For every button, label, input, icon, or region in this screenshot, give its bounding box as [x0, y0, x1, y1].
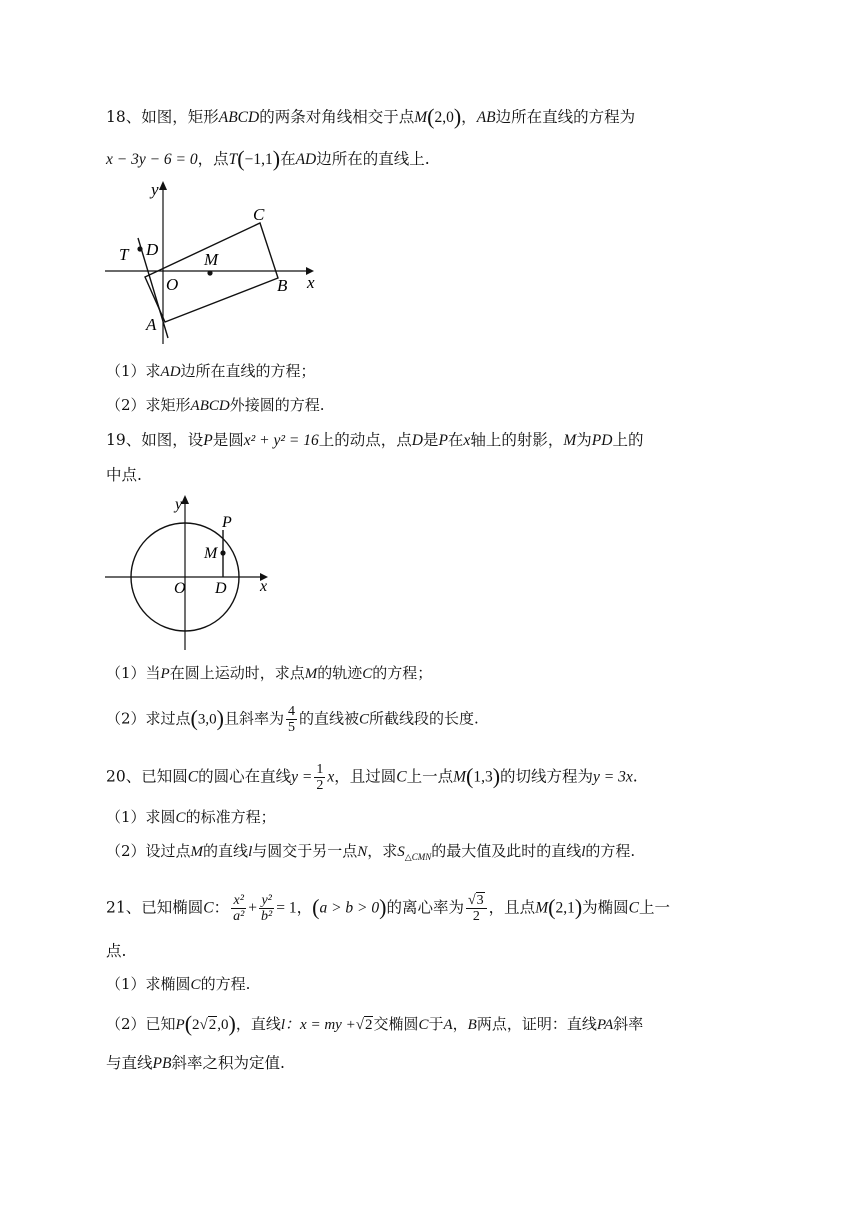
fig18-o-label: O [166, 275, 179, 294]
q19-circle-figure [100, 492, 280, 654]
q20-line-1: 20、已知圆C的圆心在直线y = $\frac{1}{2}$ x，且过圆C上一点M(1,3)的切线方程为y = 3x. [106, 762, 638, 793]
fig18-b-label: B [277, 276, 288, 295]
ellipse-x-fraction: $\frac{\text{x²}}{\text{a²}}$ [233, 893, 245, 924]
fig19-o-label: O [174, 580, 186, 597]
q20-sub-2: （2）设过点M的直线l与圆交于另一点N，求$S_{\triangle CMN}$的最大值及此时的直线l的方程. [106, 842, 636, 862]
fig19-y-label: y [175, 496, 183, 513]
fig18-m-label: M [204, 250, 219, 269]
q19-sub-1: （1）当P在圆上运动时，求点M的轨迹C的方程； [106, 664, 433, 682]
q19-line-1: 19、如图，设P是圆x² + y² = 16上的动点，点D是P在x轴上的射影，M为PD上的 [106, 431, 644, 449]
slope-fraction: $\frac{4}{5}$ [287, 704, 295, 735]
fig18-t-label: T [119, 245, 129, 264]
q21-sub-1: （1）求椭圆C的方程. [106, 975, 251, 993]
q18-line-2: x − 3y − 6 = 0，点T(−1,1)在AD边所在的直线上. [106, 146, 430, 171]
fig18-d-label: D [146, 240, 159, 259]
fig18-a-label: A [146, 315, 157, 334]
fig18-x-label: x [307, 273, 315, 292]
q21-line-1: 21、已知椭圆C： $\frac{\text{x²}}{\text{a²}}$ + $\frac{\text{y²}}{\text{b²}}$ = 1，(a > b > 0)的离心率为 $\frac{√3}{2}$ ，且点M(2,1)为椭圆C上一 [106, 893, 671, 924]
q18-rectangle-figure [100, 178, 330, 348]
q21-line-2: 点. [106, 942, 127, 960]
fig19-p-label: P [222, 514, 232, 531]
fig19-d-label: D [215, 580, 227, 597]
eccentricity-fraction: $\frac{√3}{2}$ [466, 893, 487, 924]
q19-sub-2: （2）求过点(3,0)且斜率为 $\frac{4}{5}$ 的直线被C所截线段的长度. [106, 704, 479, 735]
q19-line-2: 中点. [106, 466, 142, 484]
q21-line-3: 与直线PB斜率之积为定值. [106, 1054, 285, 1072]
fig19-x-label: x [260, 578, 268, 595]
q18-sub-2: （2）求矩形ABCD外接圆的方程. [106, 396, 325, 414]
center-line-fraction: $\frac{1}{2}$ [316, 762, 324, 793]
q21-sub-2: （2）已知P(2√2,0)，直线l：x = my +√2交椭圆C于A，B两点，证明：直线PA斜率 [106, 1011, 644, 1036]
q18-sub-1: （1）求AD边所在直线的方程； [106, 362, 316, 380]
q20-sub-1: （1）求圆C的标准方程； [106, 808, 276, 826]
q18-line-1: 18、如图，矩形ABCD的两条对角线相交于点M(2,0)，AB边所在直线的方程为 [106, 104, 636, 129]
fig18-y-label: y [151, 180, 159, 199]
ellipse-y-fraction: $\frac{\text{y²}}{\text{b²}}$ [261, 893, 273, 924]
fig18-c-label: C [253, 205, 265, 224]
fig19-m-label: M [204, 545, 218, 562]
